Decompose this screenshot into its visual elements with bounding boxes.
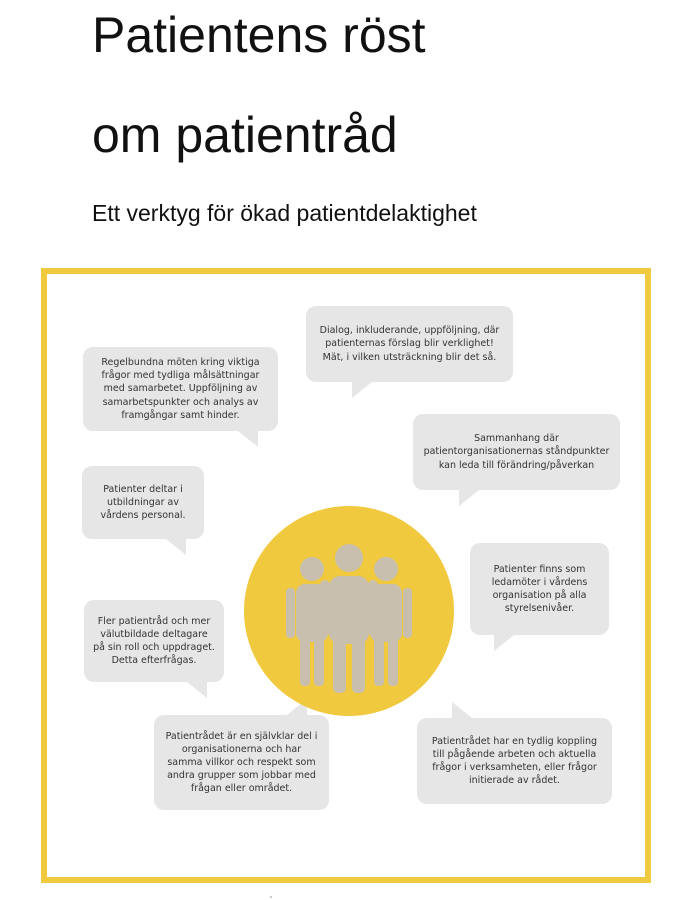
bubble-fler-tail [187,682,207,698]
bubble-utbildningar-tail [166,539,186,555]
bubble-sammanhang: Sammanhang där patientorganisationernas ståndpunkter kan leda till förändring/påverkan [413,414,620,490]
infographic-frame [41,268,651,883]
bubble-ledamoter-tail [494,635,514,651]
bubble-koppling-tail [452,702,472,718]
page-subtitle: Ett verktyg för ökad patientdelaktighet [92,200,477,226]
bubble-sammanhang-tail [459,490,479,506]
center-circle [244,506,454,716]
bubble-utbildningar: Patienter deltar i utbildningar av vårdens personal. [82,466,204,539]
decorative-dot [270,896,272,898]
bubble-regelbundna: Regelbundna möten kring viktiga frågor med tydliga målsättningar med samarbetet. Uppföljning av samarbetspunkter och analys av framgångar samt hinder. [83,347,278,431]
bubble-regelbundna-tail [238,431,258,447]
bubble-fler: Fler patientråd och mer välutbildade deltagare på sin roll och uppdraget. Detta efterfrågas. [84,600,224,682]
bubble-ledamoter: Patienter finns som ledamöter i vårdens organisation på alla styrelsenivåer. [470,543,609,635]
page-title-line-2: om patientråd [92,107,398,163]
group-of-people-icon [244,506,454,716]
bubble-dialog-tail [352,382,372,398]
bubble-koppling: Patientrådet har en tydlig koppling till pågående arbeten och aktuella frågor i verksamheten, eller frågor initierade av rådet. [417,718,612,804]
bubble-sjalvklar: Patientrådet är en självklar del i organisationerna och har samma villkor och respekt som andra grupper som jobbar med frågan eller området. [154,715,329,810]
bubble-dialog: Dialog, inkluderande, uppföljning, där patienternas förslag blir verklighet! Mät, i vilken utsträckning blir det så. [306,306,513,382]
page-title-line-1: Patientens röst [92,7,426,63]
